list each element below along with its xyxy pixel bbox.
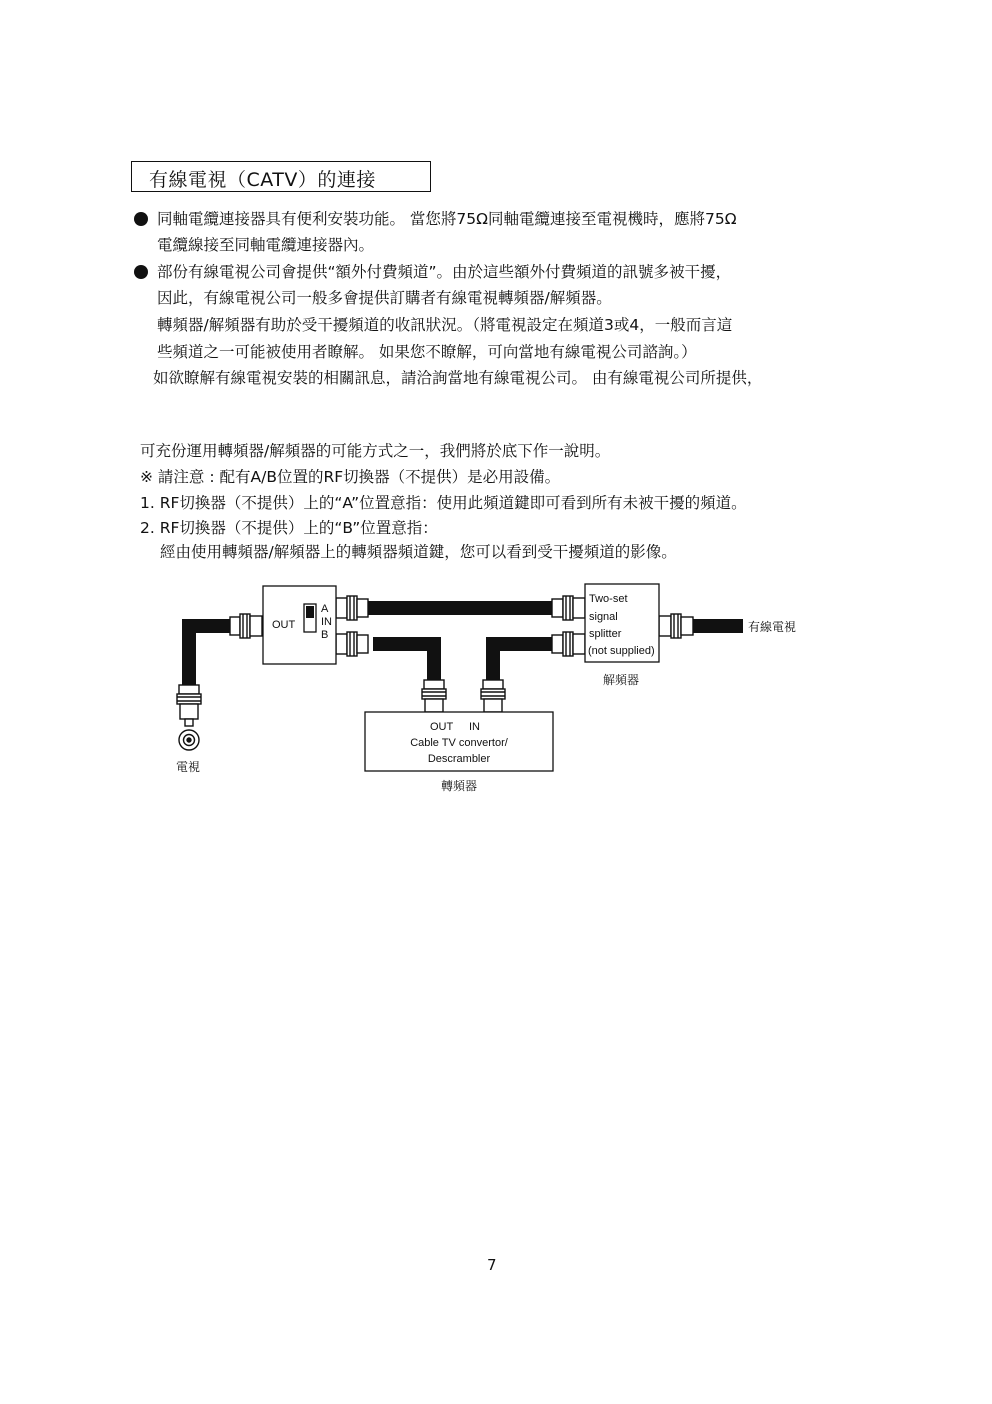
splitter-text-1: Two-set <box>589 593 628 605</box>
connector-switch-b <box>336 632 368 656</box>
connector-converter-out <box>422 680 446 712</box>
switch-a-label: A <box>321 603 329 615</box>
converter-text-1: Cable TV convertor/ <box>410 737 508 749</box>
bullet-2-line-1: 部份有線電視公司會提供“額外付費頻道”。由於這些額外付費頻道的訊號多被干擾， <box>157 263 732 281</box>
page-number: 7 <box>487 1256 497 1274</box>
connector-splitter-input <box>659 614 693 638</box>
rf-switch <box>263 586 336 664</box>
converter-text-2: Descrambler <box>427 753 491 765</box>
splitter-text-2: signal <box>589 611 618 623</box>
bullet-1-line-1: 同軸電纜連接器具有便利安裝功能。 當您將75Ω同軸電纜連接至電視機時，應將75Ω <box>157 210 737 228</box>
connector-splitter-top <box>552 596 585 620</box>
splitter-caption: 解頻器 <box>603 673 640 687</box>
cable-switch-b-to-converter-out <box>427 637 441 680</box>
cable-switch-b-segment <box>373 637 427 651</box>
switch-b-label: B <box>321 629 329 641</box>
cable-switch-to-tv-vertical <box>182 619 196 685</box>
catv-label: 有線電視 <box>748 620 797 634</box>
switch-out-label: OUT <box>272 619 296 631</box>
note-line: ※ 請注意 : 配有A/B位置的RF切換器（不提供）是必用設備。 <box>140 468 561 486</box>
switch-in-label: IN <box>321 616 332 628</box>
bullet-1-line-2: 電纜線接至同軸電纜連接器內。 <box>157 236 375 254</box>
connector-switch-a <box>336 596 368 620</box>
connector-splitter-bottom <box>552 632 585 656</box>
paragraph-line-1: 可充份運用轉頻器/解頻器的可能方式之一，我們將於底下作一說明。 <box>140 442 611 460</box>
splitter-text-4: (not supplied) <box>588 645 655 657</box>
bullet-2-line-2: 因此，有線電視公司一般多會提供訂購者有線電視轉頻器/解頻器。 <box>157 289 612 307</box>
signal-splitter <box>585 584 659 687</box>
bullet-2-line-4: 些頻道之一可能被使用者瞭解。 如果您不瞭解，可向當地有線電視公司諮詢。） <box>157 343 697 361</box>
cable-switch-a-to-splitter <box>368 601 552 615</box>
bullet-2-line-3: 轉頻器/解頻器有助於受干擾頻道的收訊狀況。（將電視設定在頻道3或4，一般而言這 <box>157 316 733 334</box>
cable-catv-input <box>693 619 743 633</box>
tv-label: 電視 <box>176 760 201 774</box>
item-2-line: 2. RF切換器（不提供）上的“B”位置意指： <box>140 519 438 537</box>
connector-converter-in <box>481 680 505 712</box>
cable-splitter-to-converter-in <box>486 637 500 680</box>
converter-out-label: OUT <box>430 721 454 733</box>
splitter-text-3: splitter <box>589 628 622 640</box>
item-2-detail-line: 經由使用轉頻器/解頻器上的轉頻器頻道鍵，您可以看到受干擾頻道的影像。 <box>160 543 677 561</box>
converter-caption: 轉頻器 <box>440 779 478 793</box>
tv-antenna-jack <box>179 719 199 750</box>
cable-converter <box>365 712 553 793</box>
converter-in-label: IN <box>469 721 480 733</box>
connector-switch-out <box>230 614 262 638</box>
item-1-line: 1. RF切換器（不提供）上的“A”位置意指：使用此頻道鍵即可看到所有未被干擾的頻道。 <box>140 494 747 512</box>
section-title: 有線電視（CATV）的連接 <box>149 169 376 191</box>
connector-tv-plug <box>177 685 201 719</box>
bullet-2-line-5: 如欲瞭解有線電視安裝的相關訊息，請洽詢當地有線電視公司。 由有線電視公司所提供， <box>153 369 763 387</box>
